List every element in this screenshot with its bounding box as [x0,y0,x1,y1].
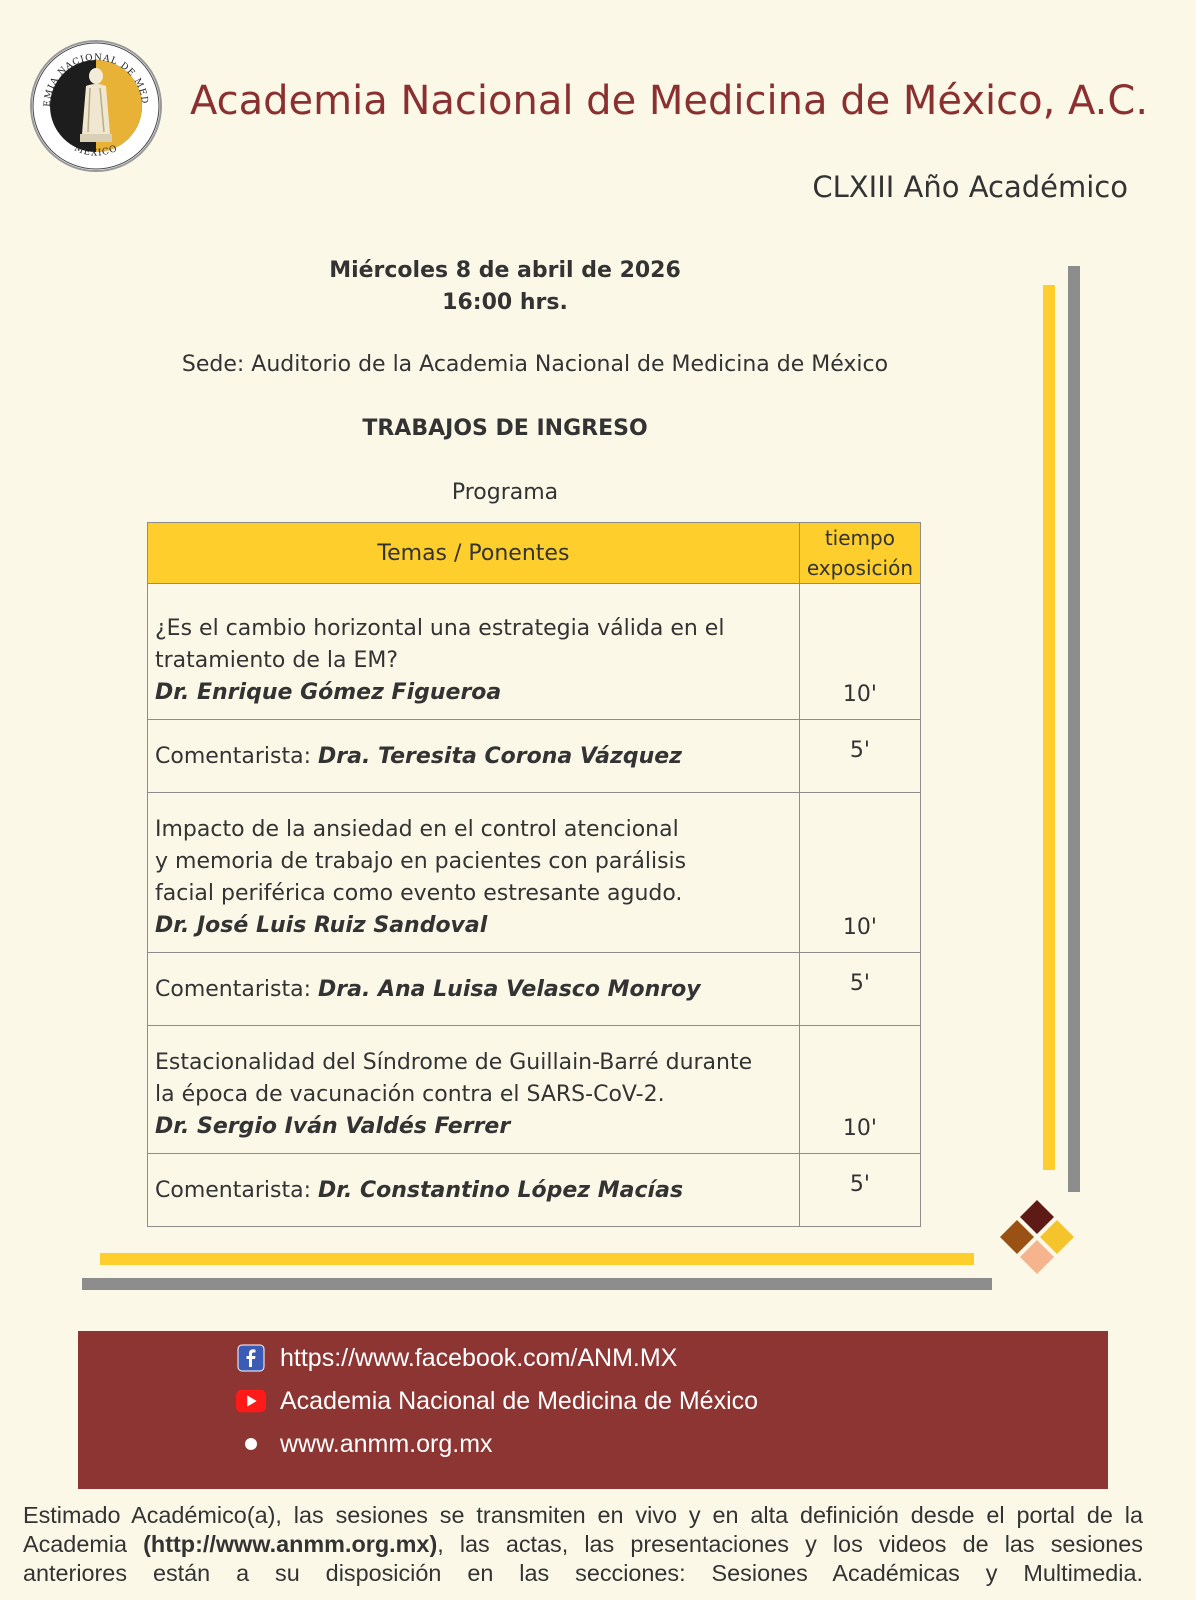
header-time [799,523,920,584]
youtube-icon [236,1387,266,1415]
disclaimer-text [23,1501,1143,1588]
facebook-url[interactable]: https://www.facebook.com/ANM.MX [280,1343,678,1372]
right-gray-bar [1068,266,1080,1192]
topic-line: Impacto de la ansiedad en el control atencional [155,817,679,842]
organization-title: Academia Nacional de Medicina de México, A.C. [190,78,1149,124]
commentator-cell [148,720,800,793]
speaker-name: Dr. Sergio Iván Valdés Ferrer [155,1114,511,1139]
program-label: Programa [451,480,559,505]
topic-cell [148,793,800,953]
speaker-time: 10' [799,793,920,953]
speaker-time: 10' [799,584,920,720]
website-link-row[interactable] [236,1427,493,1461]
youtube-channel[interactable]: Academia Nacional de Medicina de México [280,1386,759,1415]
topic-line: tratamiento de la EM? [155,648,398,673]
diamond-ornament [996,1198,1078,1280]
header-topics: Temas / Ponentes [148,523,800,584]
commentator-row [148,720,921,793]
commentator-name: Dra. Teresita Corona Vázquez [317,743,682,769]
website-url[interactable]: www.anmm.org.mx [280,1429,493,1458]
table-header-row [148,523,921,584]
topic-line: facial periférica como evento estresante agudo. [155,881,683,906]
topic-row [148,584,921,720]
commentator-row [148,1154,921,1227]
event-time: 16:00 hrs. [442,290,568,315]
disclaimer-part1: Estimado Académico(a), las sesiones se transmiten en vivo y en alta definición desde el portal de la Academia [23,1502,1143,1557]
right-yellow-bar [1043,285,1055,1170]
bottom-gray-bar [82,1278,992,1290]
section-title: TRABAJOS DE INGRESO [362,416,648,441]
disclaimer-url[interactable]: (http://www.anmm.org.mx) [143,1531,438,1557]
commentator-prefix: Comentarista: [155,743,318,769]
commentator-time: 5' [799,1154,920,1227]
bottom-yellow-bar [100,1253,974,1265]
footer-contact-box [78,1331,1108,1489]
topic-line: ¿Es el cambio horizontal una estrategia válida en el [155,616,725,641]
topic-line: la época de vacunación contra el SARS-CoV-2. [155,1082,665,1107]
topic-cell [148,584,800,720]
youtube-link-row[interactable] [236,1384,758,1418]
topic-cell [148,1026,800,1154]
academic-year: CLXIII Año Académico [812,170,1128,204]
bullet-icon [236,1430,266,1458]
event-date: Miércoles 8 de abril de 2026 [329,258,681,283]
commentator-time: 5' [799,720,920,793]
logo-arc-top-text: EMIA NACIONAL DE MED [42,52,150,108]
facebook-link-row[interactable] [236,1341,677,1375]
commentator-prefix: Comentarista: [155,1177,318,1203]
logo-arc-bottom-text: MÉXICO [72,143,120,159]
header-time-line2: exposición [806,556,913,580]
topic-line: y memoria de trabajo en pacientes con parálisis [155,849,687,874]
commentator-cell [148,953,800,1026]
academy-seal-logo [28,38,164,174]
speaker-time: 10' [799,1026,920,1154]
program-table [147,522,921,1227]
commentator-cell [148,1154,800,1227]
commentator-row [148,953,921,1026]
topic-row [148,793,921,953]
disclaimer-part2: , las actas, las presentaciones y los videos de las sesiones anteriores están a su disposición en las secciones: Sesiones Académicas y Multimedia. [23,1531,1144,1586]
event-venue: Sede: Auditorio de la Academia Nacional de Medicina de México [181,352,889,377]
commentator-name: Dr. Constantino López Macías [317,1177,684,1203]
topic-row [148,1026,921,1154]
commentator-name: Dra. Ana Luisa Velasco Monroy [317,976,701,1002]
speaker-name: Dr. Enrique Gómez Figueroa [155,680,502,705]
topic-line: Estacionalidad del Síndrome de Guillain-Barré durante [155,1050,753,1075]
speaker-name: Dr. José Luis Ruiz Sandoval [155,913,488,938]
facebook-icon [236,1344,266,1372]
commentator-time: 5' [799,953,920,1026]
header-time-line1: tiempo [824,526,895,550]
commentator-prefix: Comentarista: [155,976,318,1002]
